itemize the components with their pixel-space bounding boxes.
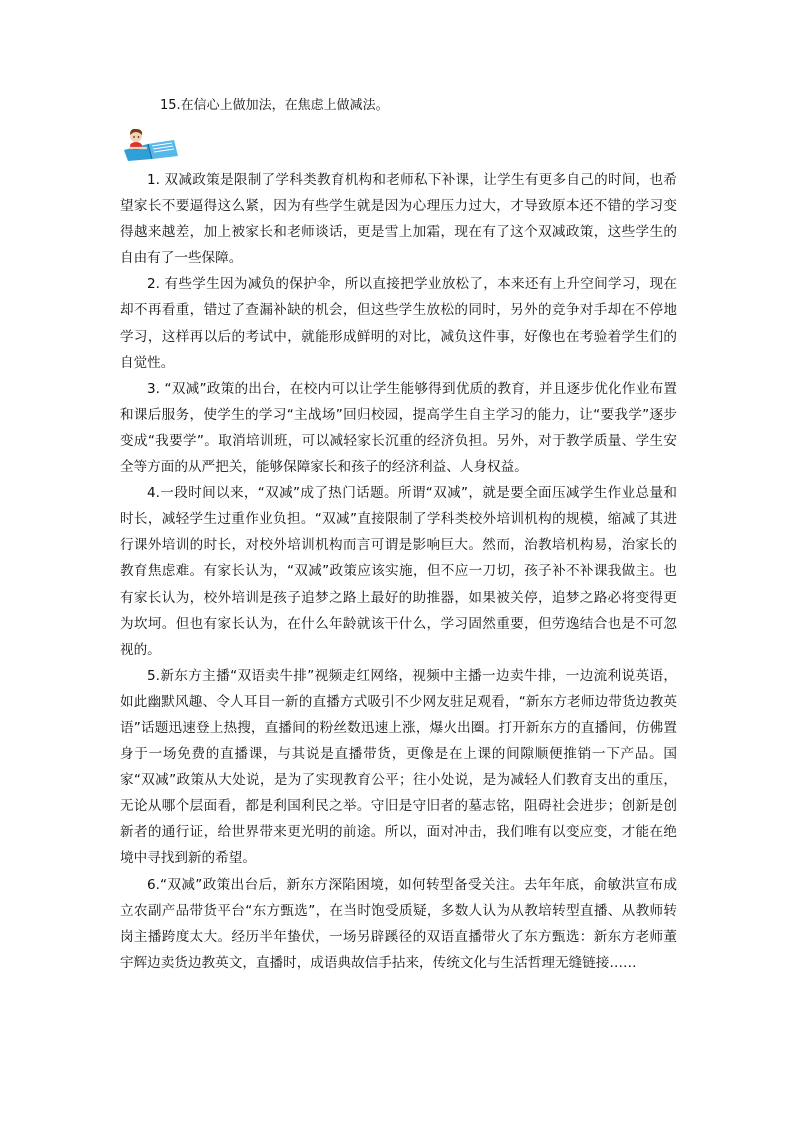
article-body bbox=[120, 167, 677, 976]
section-heading: 15.在信心上做加法，在焦虑上做减法。 bbox=[160, 98, 389, 113]
reading-child-with-book-icon bbox=[118, 126, 182, 162]
paragraph-4: 4.一段时间以来，“双减”成了热门话题。所谓“双减”，就是要全面压减学生作业总量和时长，减轻学生过重作业负担。“双减”直接限制了学科类校外培训机构的规模，缩减了其进行课外培训的时长，对校外培训机构而言可谓是影响巨大。然而，治教培机构易，治家长的教育焦虑难。有家长认为，“双减”政策应该实施，但不应一刀切，孩子补不补课我做主。也有家长认为，校外培训是孩子追梦之路上最好的助推器，如果被关停，追梦之路必将变得更为坎坷。但也有家长认为，在什么年龄就该干什么，学习固然重要，但劳逸结合也是不可忽视的。 bbox=[120, 485, 677, 658]
paragraph-3: 3. “双减”政策的出台，在校内可以让学生能够得到优质的教育，并且逐步优化作业布置和课后服务，使学生的学习“主战场”回归校园，提高学生自主学习的能力，让“要我学”逐步变成“我要学”。取消培训班，可以减轻家长沉重的经济负担。另外，对于教学质量、学生安全等方面的从严把关，能够保障家长和孩子的经济利益、人身权益。 bbox=[120, 380, 677, 476]
paragraph-5: 5.新东方主播“双语卖牛排”视频走红网络，视频中主播一边卖牛排，一边流利说英语，如此幽默风趣、令人耳目一新的直播方式吸引不少网友驻足观看，“新东方老师边带货边教英语”话题迅速登上热搜，直播间的粉丝数迅速上涨，爆火出圈。打开新东方的直播间，仿佛置身于一场免费的直播课，与其说是直播带货，更像是在上课的间隙顺便推销一下产品。国家“双减”政策从大处说，是为了实现教育公平；往小处说，是为减轻人们教育支出的重压，无论从哪个层面看，都是利国利民之举。守旧是守旧者的墓志铭，阻碍社会进步；创新是创新者的通行证，给世界带来更光明的前途。所以，面对冲击，我们唯有以变应变，才能在绝境中寻找到新的希望。 bbox=[120, 667, 677, 867]
paragraph-1: 1. 双减政策是限制了学科类教育机构和老师私下补课，让学生有更多自己的时间，也希望家长不要逼得这么紧，因为有些学生就是因为心理压力过大，才导致原本还不错的学习变得越来越差，加上被家长和老师谈话，更是雪上加霜，现在有了这个双减政策，这些学生的自由有了一些保障。 bbox=[120, 172, 677, 267]
paragraph-2: 2. 有些学生因为减负的保护伞，所以直接把学业放松了，本来还有上升空间学习，现在却不再看重，错过了查漏补缺的机会，但这些学生放松的同时，另外的竞争对手却在不停地学习，这样再以后的考试中，就能形成鲜明的对比，减负这件事，好像也在考验着学生们的自觉性。 bbox=[120, 276, 677, 371]
paragraph-6: 6.“双减”政策出台后，新东方深陷困境，如何转型备受关注。去年年底，俞敏洪宣布成立农副产品带货平台“东方甄选”，在当时饱受质疑，多数人认为从教培转型直播、从教师转岗主播跨度太大。经历半年蛰伏，一场另辟蹊径的双语直播带火了东方甄选：新东方老师董宇辉边卖货边教英文，直播时，成语典故信手拈来，传统文化与生活哲理无缝链接…… bbox=[120, 876, 677, 971]
